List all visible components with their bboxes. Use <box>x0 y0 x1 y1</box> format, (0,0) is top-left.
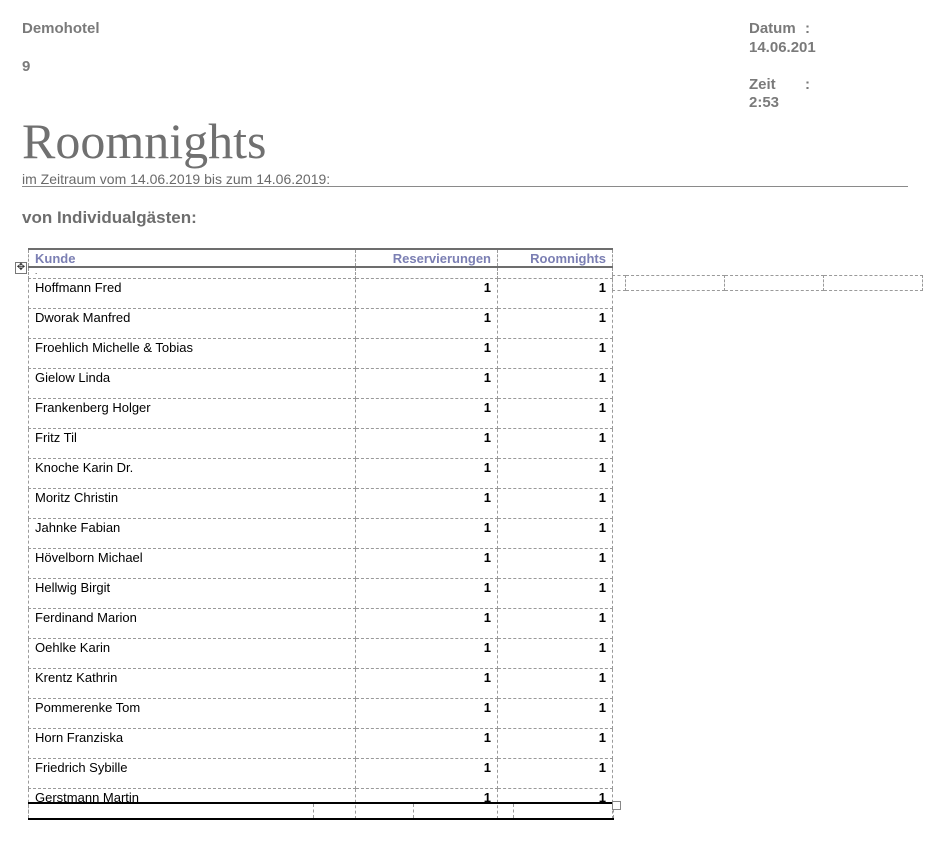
cell-roomnights: 1 <box>498 699 613 729</box>
cell-kunde: Hövelborn Michael <box>29 549 356 579</box>
table-row <box>29 549 613 579</box>
footer-row-table <box>28 802 614 820</box>
zeit-label: Zeit <box>749 76 776 93</box>
cell-kunde: Friedrich Sybille <box>29 759 356 789</box>
cell-reservierungen: 1 <box>356 729 498 759</box>
cell-roomnights: 1 <box>498 609 613 639</box>
move-icon[interactable]: ✥ <box>16 262 26 273</box>
table-row <box>29 399 613 429</box>
cell-kunde: Frankenberg Holger <box>29 399 356 429</box>
section-heading: von Individualgästen: <box>22 208 197 227</box>
table-row <box>29 279 613 309</box>
cell-reservierungen: 1 <box>356 279 498 309</box>
cell-reservierungen: 1 <box>356 789 498 819</box>
spacer-row <box>29 267 613 279</box>
cell-kunde: Ferdinand Marion <box>29 609 356 639</box>
report-subtitle: im Zeitraum vom 14.06.2019 bis zum 14.06.2019: <box>22 171 331 187</box>
table-row <box>29 639 613 669</box>
cell-roomnights: 1 <box>498 309 613 339</box>
cell-kunde: Knoche Karin Dr. <box>29 459 356 489</box>
cell-roomnights: 1 <box>498 669 613 699</box>
cell-kunde: Dworak Manfred <box>29 309 356 339</box>
cell-kunde: Hellwig Birgit <box>29 579 356 609</box>
cell-kunde: Fritz Til <box>29 429 356 459</box>
column-header-reservierungen: Reservierungen <box>356 249 498 267</box>
cell-roomnights: 1 <box>498 339 613 369</box>
cell-reservierungen: 1 <box>356 699 498 729</box>
cell-kunde: Moritz Christin <box>29 489 356 519</box>
cell-roomnights: 1 <box>498 729 613 759</box>
footer-cell <box>314 803 414 819</box>
cell-reservierungen: 1 <box>356 759 498 789</box>
table-row <box>29 369 613 399</box>
table-row <box>29 699 613 729</box>
grid-cell <box>626 276 725 291</box>
roomnights-table <box>28 248 613 819</box>
cell-roomnights: 1 <box>498 549 613 579</box>
cell-reservierungen: 1 <box>356 609 498 639</box>
cell-reservierungen: 1 <box>356 339 498 369</box>
grid-cell <box>613 276 626 291</box>
table-row <box>29 579 613 609</box>
table-row <box>29 339 613 369</box>
cell-roomnights: 1 <box>498 399 613 429</box>
datum-label: Datum <box>749 20 796 37</box>
cell-reservierungen: 1 <box>356 579 498 609</box>
cell-reservierungen: 1 <box>356 459 498 489</box>
cell-kunde: Hoffmann Fred <box>29 279 356 309</box>
table-row <box>29 759 613 789</box>
hotel-number: 9 <box>22 58 31 75</box>
cell-reservierungen: 1 <box>356 369 498 399</box>
cell-roomnights: 1 <box>498 639 613 669</box>
grid-cell <box>725 276 824 291</box>
cell-roomnights: 1 <box>498 459 613 489</box>
column-header-roomnights: Roomnights <box>498 249 613 267</box>
cell-kunde: Pommerenke Tom <box>29 699 356 729</box>
table-row <box>29 609 613 639</box>
cell-kunde: Jahnke Fabian <box>29 519 356 549</box>
table-row <box>29 729 613 759</box>
cell-reservierungen: 1 <box>356 549 498 579</box>
cell-kunde: Krentz Kathrin <box>29 669 356 699</box>
report-title: Roomnights <box>22 113 267 169</box>
title-divider <box>22 186 908 187</box>
cell-roomnights: 1 <box>498 279 613 309</box>
cell-roomnights: 1 <box>498 429 613 459</box>
cell-kunde: Froehlich Michelle & Tobias <box>29 339 356 369</box>
footer-cell <box>414 803 514 819</box>
cell-roomnights: 1 <box>498 519 613 549</box>
resize-icon[interactable] <box>612 801 621 810</box>
cell-reservierungen: 1 <box>356 309 498 339</box>
spacer-cell: . <box>29 267 356 279</box>
cell-reservierungen: 1 <box>356 429 498 459</box>
table-row <box>29 429 613 459</box>
cell-kunde: Gerstmann Martin <box>29 789 356 819</box>
cell-roomnights: 1 <box>498 579 613 609</box>
spacer-cell <box>356 267 498 279</box>
cell-reservierungen: 1 <box>356 669 498 699</box>
table-row <box>29 309 613 339</box>
cell-reservierungen: 1 <box>356 519 498 549</box>
table-row <box>29 519 613 549</box>
spacer-cell <box>498 267 613 279</box>
grid-cell <box>824 276 923 291</box>
zeit-separator: : <box>805 76 810 93</box>
cell-reservierungen: 1 <box>356 639 498 669</box>
table-header-row <box>29 249 613 267</box>
hotel-name: Demohotel <box>22 20 100 37</box>
cell-reservierungen: 1 <box>356 489 498 519</box>
table-row <box>29 669 613 699</box>
cell-roomnights: 1 <box>498 489 613 519</box>
table-row <box>29 459 613 489</box>
cell-reservierungen: 1 <box>356 399 498 429</box>
cell-roomnights: 1 <box>498 789 613 819</box>
footer-cell <box>29 803 314 819</box>
cell-kunde: Horn Franziska <box>29 729 356 759</box>
cell-kunde: Gielow Linda <box>29 369 356 399</box>
column-header-kunde: Kunde <box>29 249 356 267</box>
zeit-value: 2:53 <box>749 94 780 111</box>
extended-grid-row <box>612 275 923 291</box>
cell-roomnights: 1 <box>498 759 613 789</box>
table-row <box>29 489 613 519</box>
datum-value: 14.06.201 <box>749 39 816 56</box>
cell-roomnights: 1 <box>498 369 613 399</box>
cell-kunde: Oehlke Karin <box>29 639 356 669</box>
footer-cell <box>514 803 614 819</box>
datum-separator: : <box>805 20 810 37</box>
